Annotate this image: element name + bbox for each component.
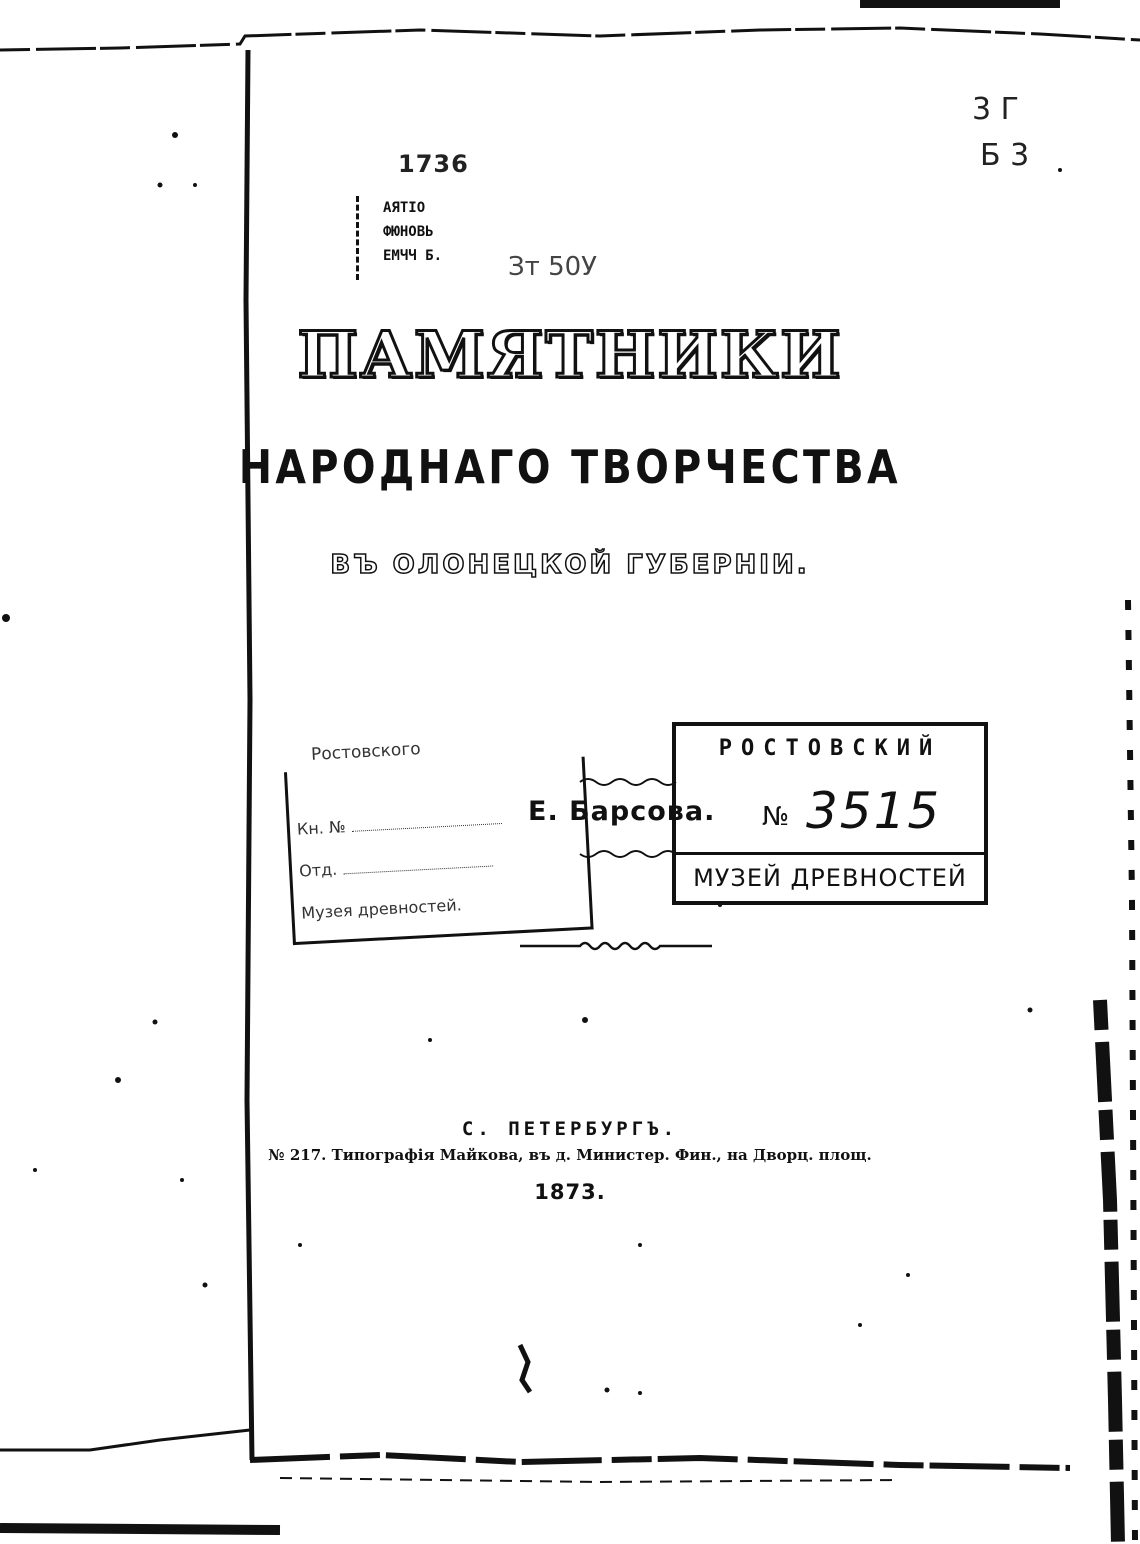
stamp-number-label: №: [762, 802, 790, 832]
author-name: Е. Барсова.: [528, 796, 716, 827]
library-stamp-line: ФЮНОВЬ: [383, 224, 434, 240]
subtitle: ВЪ ОЛОНЕЦКОЙ ГУБЕРНІИ.: [330, 550, 810, 580]
library-stamp-line: АЯТІО: [383, 200, 426, 216]
title-decorative: ПАМЯТНИКИ: [297, 318, 843, 393]
stamp-left-footer: Музея древностей.: [300, 895, 463, 923]
stamp-right-footer: МУЗЕЙ ДРЕВНОСТЕЙ: [676, 852, 984, 901]
imprint-year: 1873.: [534, 1180, 606, 1204]
stamp-left-header: Ростовского: [310, 739, 422, 765]
title-main: НАРОДНАГО ТВОРЧЕСТВА: [238, 440, 902, 494]
stamp-number: 3515: [806, 782, 942, 840]
corner-mark: Б 3: [980, 138, 1030, 173]
museum-stamp-left: [270, 718, 600, 939]
imprint-city: С. ПЕТЕРБУРГЪ.: [461, 1118, 679, 1140]
imprint-press: № 217. Типографія Майкова, въ д. Министер. Фин., на Дворц. площ.: [268, 1146, 872, 1164]
shelfmark: 1736: [398, 150, 469, 178]
museum-stamp-right: [672, 722, 988, 905]
library-stamp-line: ЕМЧЧ Б.: [383, 248, 443, 264]
library-stamp: [356, 196, 487, 280]
stamp-left-row: Кн. №: [296, 809, 501, 839]
pencil-note: Зт 50У: [508, 252, 598, 282]
stamp-right-header: РОСТОВСКИЙ: [718, 736, 942, 761]
corner-mark: 3 Г: [972, 92, 1019, 127]
stamp-left-row: Отд.: [299, 852, 494, 881]
